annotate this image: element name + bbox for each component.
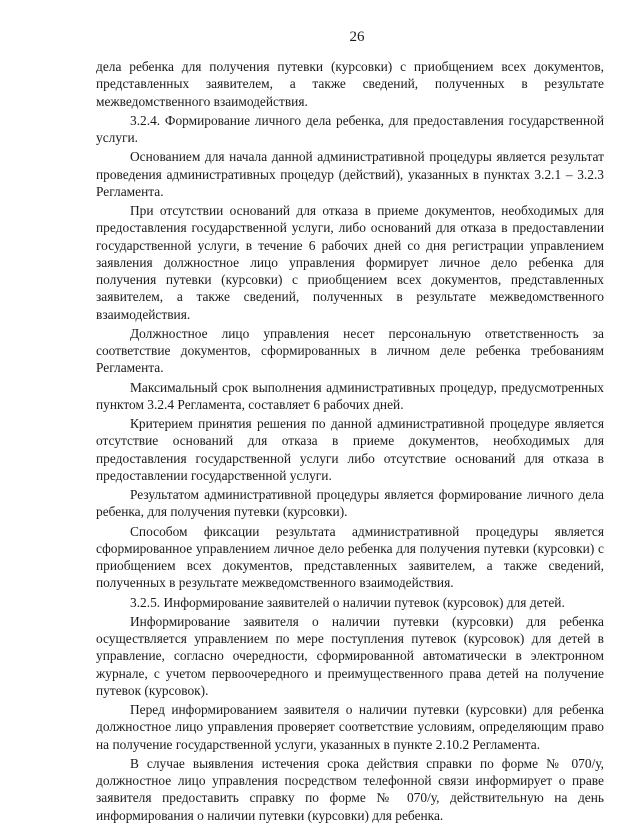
paragraph-fixation: Способом фиксации результата административной процедуры является сформированное управлением личное дело ребенка для получения путевки (курсовки) с приобщением всех документов, представленных заявителем, а также сведений, полученных в результате межведомственного взаимодействия. (96, 523, 604, 591)
section-heading-3-2-4: 3.2.4. Формирование личного дела ребенка, для предоставления государственной услуги. (96, 112, 604, 145)
paragraph-result: Результатом административной процедуры является формирование личного дела ребенка, для получения путевки (курсовки). (96, 487, 604, 520)
paragraph-max-term: Максимальный срок выполнения административных процедур, предусмотренных пунктом 3.2.4 Регламента, составляет 6 рабочих дней. (96, 379, 604, 412)
paragraph-informing: Информирование заявителя о наличии путевки (курсовки) для ребенка осуществляется управлением по мере поступления путевок (курсовок) для детей в управление, согласно очередности, сформированной автоматически в электронном журнале, с учетом первоочередного и преимущественного права детей на получение путевок (курсовок). (96, 613, 604, 698)
paragraph-continuation: дела ребенка для получения путевки (курсовки) с приобщением всех документов, представленных заявителем, а также сведений, полученных в результате межведомственного взаимодействия. (96, 59, 604, 109)
section-heading-3-2-5: 3.2.5. Информирование заявителей о наличии путевок (курсовок) для детей. (130, 594, 565, 610)
paragraph-responsibility: Должностное лицо управления несет персональную ответственность за соответствие документов, сформированных в личном деле ребенка требованиям Регламента. (96, 325, 604, 376)
paragraph-no-grounds: При отсутствии оснований для отказа в приеме документов, необходимых для предоставления государственной услуги, либо оснований для отказа в предоставлении государственной услуги, в течение 6 рабочих дней со дня регистрации управлением заявления должностное лицо управления формирует личное дело ребенка для получения путевки (курсовки) с приобщением всех документов, представленных заявителем, а также сведений, полученных в результате межведомственного взаимодействия. (96, 203, 604, 322)
paragraph-certificate-expiry: В случае выявления истечения срока действия справки по форме № 070/у, должностное лицо управления посредством телефонной связи информирует о праве заявителя предоставить справку по форме № 070/у, действительную на день информирования о наличии путевки (курсовки) для ребенка. (96, 755, 604, 823)
paragraph-basis: Основанием для начала данной административной процедуры является результат проведения административных процедур (действий), указанных в пунктах 3.2.1 – 3.2.3 Регламента. (96, 149, 604, 199)
page-number: 26 (349, 29, 365, 45)
paragraph-criterion: Критерием принятия решения по данной административной процедуре является отсутствие оснований для отказа в приеме документов, необходимых для предоставления государственной услуги либо отсутствие оснований для отказа в предоставлении государственной услуги. (96, 416, 604, 483)
paragraph-before-informing: Перед информированием заявителя о наличии путевки (курсовки) для ребенка должностное лицо управления проверяет соответствие условиям, определяющим право на получение государственной услуги, указанных в пункте 2.10.2 Регламента. (96, 702, 604, 752)
